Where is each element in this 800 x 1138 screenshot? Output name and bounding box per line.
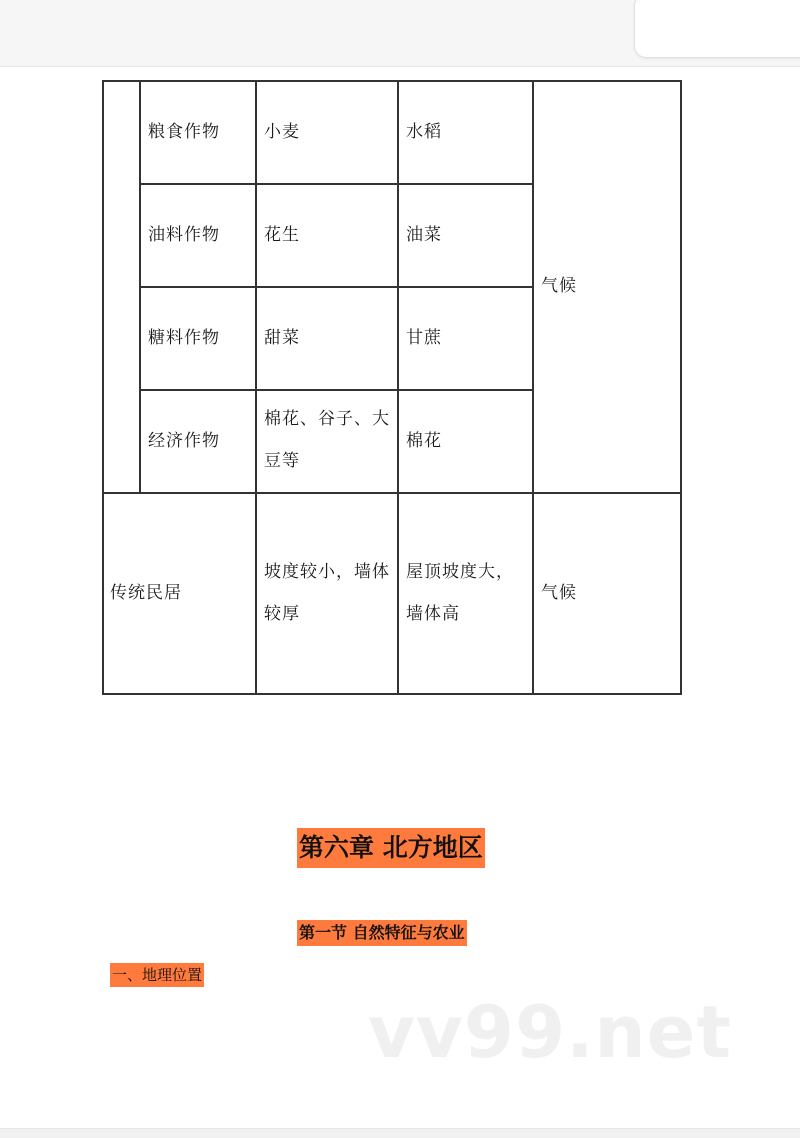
table-rule (140, 183, 534, 185)
page-corner-tab (634, 0, 800, 58)
table-rule (140, 389, 534, 391)
table-cell-south: 甘蔗 (406, 328, 442, 348)
table-cell-housing-north-line2: 较厚 (264, 604, 300, 624)
table-cell-category: 经济作物 (148, 431, 220, 451)
table-cell-category: 粮食作物 (148, 122, 220, 142)
table-rule (140, 286, 534, 288)
table-rule (102, 693, 682, 695)
table-cell-north-line2: 豆等 (264, 451, 300, 471)
table-rule (680, 80, 682, 695)
table-cell-north-line1: 棉花、谷子、大 (264, 409, 390, 429)
subsection-title: 一、地理位置 (110, 963, 204, 987)
table-cell-category: 油料作物 (148, 225, 220, 245)
table-rule (139, 80, 141, 494)
table-cell-north: 甜菜 (264, 328, 300, 348)
table-cell-north: 花生 (264, 225, 300, 245)
table-cell-housing-label: 传统民居 (110, 583, 182, 603)
table-rule (102, 80, 104, 695)
table-rule (102, 492, 682, 494)
table-rule (102, 80, 682, 82)
table-cell-housing-north-line1: 坡度较小，墙体 (264, 562, 390, 582)
watermark: vv99.net (368, 990, 732, 1074)
table-rule (532, 80, 534, 695)
table-cell-north: 小麦 (264, 122, 300, 142)
table-rule (255, 80, 257, 695)
section-title: 第一节 自然特征与农业 (297, 920, 467, 946)
table-cell-south: 油菜 (406, 225, 442, 245)
table-cell-housing-south-line1: 屋顶坡度大， (406, 562, 514, 582)
table-cell-south: 棉花 (406, 431, 442, 451)
table-cell-housing-south-line2: 墙体高 (406, 604, 460, 624)
table-cell-crop-factor: 气候 (541, 276, 577, 296)
table-cell-category: 糖料作物 (148, 328, 220, 348)
table-cell-south: 水稻 (406, 122, 442, 142)
chapter-title: 第六章 北方地区 (297, 828, 485, 868)
table-cell-housing-factor: 气候 (541, 583, 577, 603)
table-rule (397, 80, 399, 695)
